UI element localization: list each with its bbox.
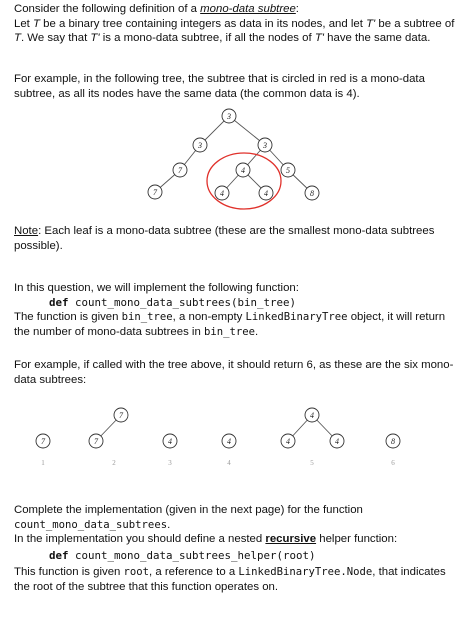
subtree-label-5: 5 [310, 459, 314, 467]
subtree-label-2: 2 [112, 459, 116, 467]
subtree5-right: 4 [335, 437, 339, 446]
task-intro: In this question, we will implement the following function: [14, 282, 299, 294]
node-rlr: 4 [264, 189, 268, 198]
recursive-keyword: recursive [265, 533, 317, 546]
function-signature: def count_mono_data_subtrees(bin_tree) [49, 296, 297, 309]
subtree4-node: 4 [227, 437, 231, 446]
node-rl: 4 [241, 166, 245, 175]
node-rr: 5 [286, 166, 290, 175]
subtree6-node: 8 [391, 437, 395, 446]
complete-paragraph: Complete the implementation (given in the next page) for the function count_mono_data_subtrees. In the implementation you should define a nested recursive helper function: [14, 504, 398, 546]
node-lll: 7 [153, 188, 157, 197]
node-l: 3 [198, 141, 202, 150]
subtree3-node: 4 [168, 437, 172, 446]
intro-paragraph: Consider the following definition of a mono-data subtree: Let T be a binary tree containing integers as data in its nodes, and let T' be a subtree of T. We say that T' is a mono-data subtree, if all the nodes of T' have the same data. [14, 3, 455, 45]
helper-description: This function is given root, a reference to a LinkedBinaryTree.Node, that indicates the root of the subtree that this function operates on. [14, 566, 446, 593]
subtree1-node: 7 [41, 437, 45, 446]
term-mono-data-subtree: mono-data subtree [200, 3, 296, 15]
task-given: The function is given bin_tree, a non-empty LinkedBinaryTree object, it will return the number of mono-data subtrees in bin_tree. [14, 311, 446, 338]
subtree-label-1: 1 [41, 459, 45, 467]
subtree-nodes [36, 408, 400, 448]
node-ll: 7 [178, 166, 182, 175]
subtrees-figure [0, 400, 474, 480]
example1-paragraph: For example, in the following tree, the subtree that is circled in red is a mono-data subtree, as all its nodes have the same data (the common data is 4). [14, 73, 425, 100]
node-rll: 4 [220, 189, 224, 198]
node-r: 3 [263, 141, 267, 150]
subtree-label-3: 3 [168, 459, 172, 467]
highlight-ellipse [207, 153, 281, 209]
helper-signature: def count_mono_data_subtrees_helper(root) [49, 549, 316, 562]
note-label: Note [14, 225, 39, 237]
example-tree [0, 0, 474, 230]
subtree5-left: 4 [286, 437, 290, 446]
node-rrr: 8 [310, 189, 314, 198]
example2-paragraph: For example, if called with the tree above, it should return 6, as these are the six mono-data subtrees: [14, 359, 454, 386]
subtree2-leaf: 7 [94, 437, 98, 446]
note-paragraph: Note: Each leaf is a mono-data subtree (these are the smallest mono-data subtrees possible). [14, 225, 435, 252]
subtree2-root: 7 [119, 411, 123, 420]
subtree-label-6: 6 [391, 459, 395, 467]
subtree5-root: 4 [310, 411, 314, 420]
node-root: 3 [227, 112, 231, 121]
subtree-label-4: 4 [227, 459, 231, 467]
